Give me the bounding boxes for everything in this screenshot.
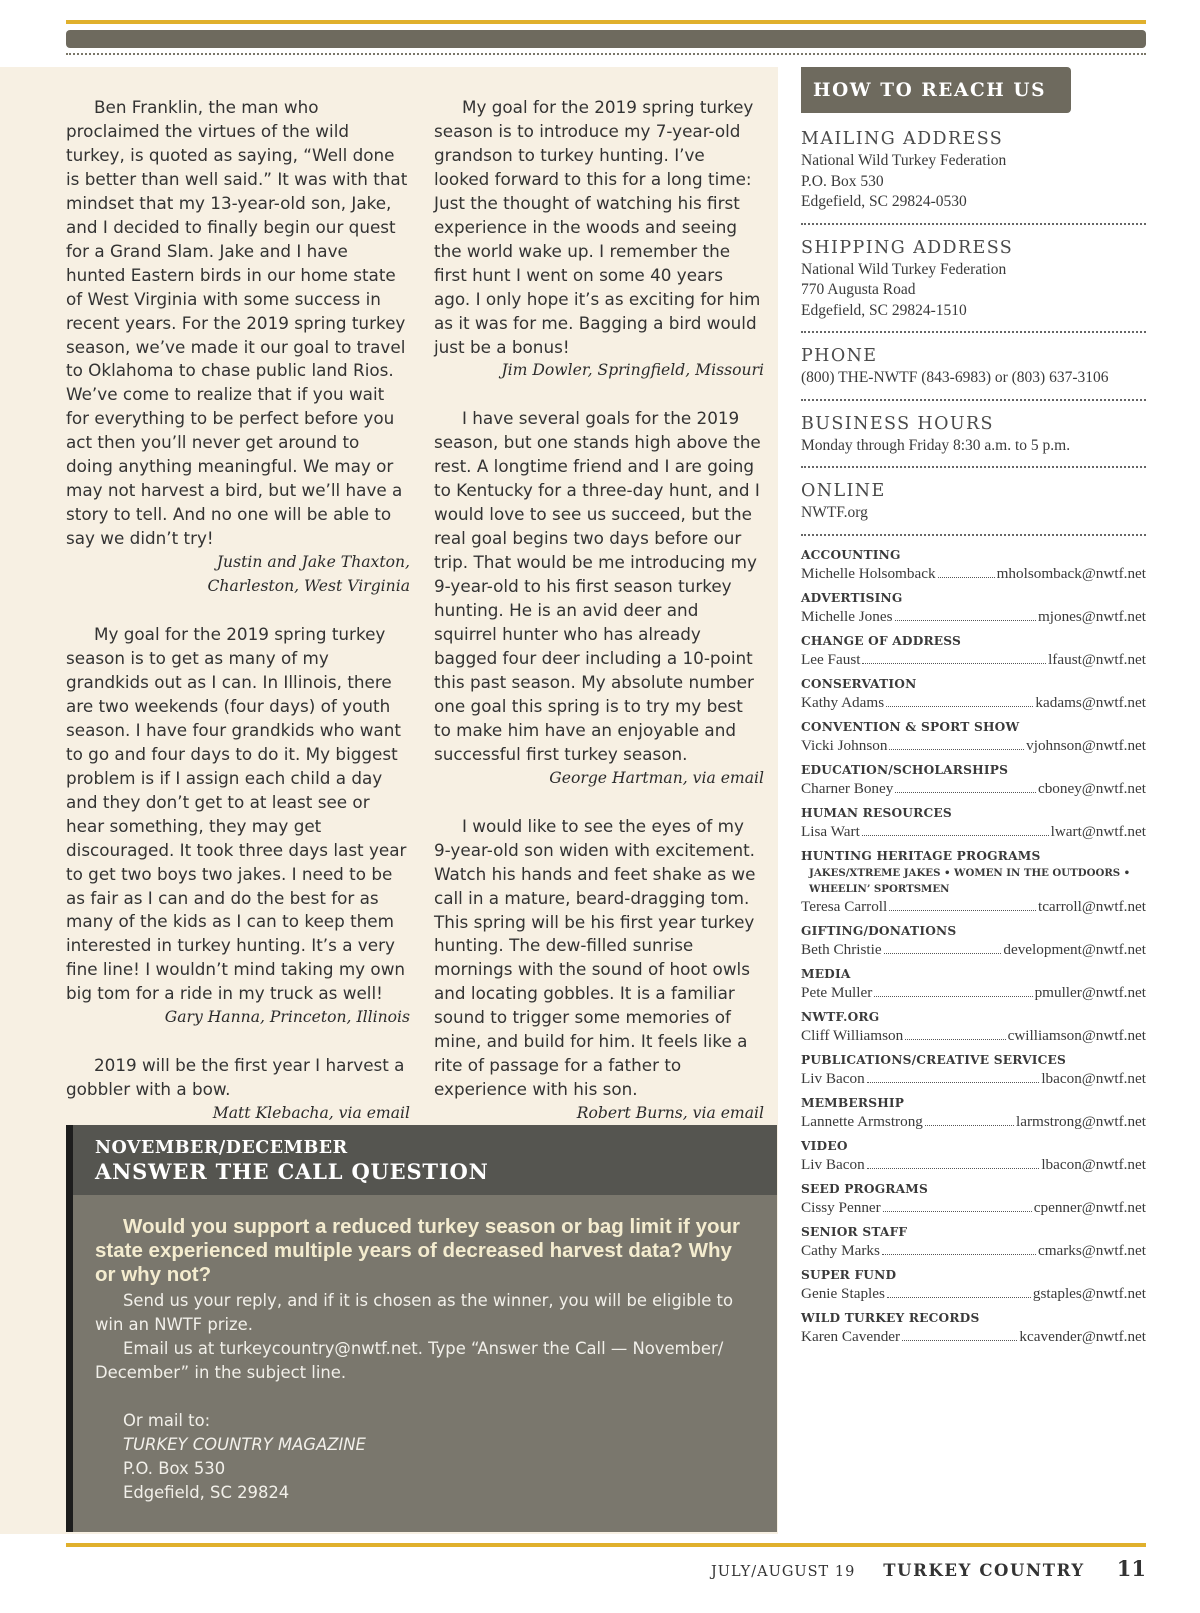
department-contact-row	[801, 1241, 1146, 1261]
contact-section	[801, 236, 1146, 322]
dotted-divider	[801, 399, 1146, 401]
department-email: cwilliamson@nwtf.net	[1007, 1026, 1146, 1044]
department-entry	[801, 1138, 1146, 1175]
department-name: HUMAN RESOURCES	[801, 805, 952, 820]
contact-section-title: BUSINESS HOURS	[801, 413, 994, 434]
dotted-divider	[801, 331, 1146, 333]
department-name: EDUCATION/SCHOLARSHIPS	[801, 762, 1009, 777]
contact-section-line: Monday through Friday 8:30 a.m. to 5 p.m.	[801, 436, 1071, 454]
department-contact-name: Beth Christie	[801, 940, 882, 958]
department-name: SENIOR STAFF	[801, 1224, 908, 1239]
letter-text: Ben Franklin, the man who proclaimed the virtues of the wild turkey, is quoted as saying, “Well done is better than well said.” It was with that mindset that my 13-year-old son, Jake, and I decided to finally begin our quest for a Grand Slam. Jake and I have hunted Eastern birds in our home state of West Virginia with some success in recent years. For the 2019 spring turkey season, we’ve made it our goal to travel to Oklahoma to chase public land Rios. We’ve come to realize that if you wait for everything to be perfect before you act then you’ll never get around to doing anything meaningful. We may or may not harvest a bird, but we’ll have a story to tell. And no one will be able to say we didn’t try!	[66, 97, 408, 549]
reader-letter	[66, 96, 410, 599]
top-dotted-rule	[66, 53, 1146, 55]
department-contact-name: Cathy Marks	[801, 1241, 880, 1259]
department-name: SUPER FUND	[801, 1267, 897, 1282]
contact-section-line: NWTF.org	[801, 504, 868, 521]
dot-leader	[925, 1125, 1014, 1126]
department-email: pmuller@nwtf.net	[1034, 983, 1146, 1001]
department-contact-row	[801, 822, 1146, 842]
department-contact-row	[801, 1198, 1146, 1218]
department-name: SEED PROGRAMS	[801, 1181, 928, 1196]
department-contact-row	[801, 983, 1146, 1003]
department-email: kadams@nwtf.net	[1035, 693, 1146, 711]
dotted-divider	[801, 223, 1146, 225]
answer-the-call-box	[66, 1125, 777, 1532]
department-name: PUBLICATIONS/CREATIVE SERVICES	[801, 1052, 1067, 1067]
bottom-gold-rule	[66, 1543, 1146, 1547]
dot-leader	[882, 1254, 1036, 1255]
mailing-instructions	[95, 1409, 751, 1505]
department-email: tcarroll@nwtf.net	[1037, 897, 1146, 915]
letter-text: 2019 will be the first year I harvest a gobbler with a bow.	[66, 1055, 405, 1100]
department-entry	[801, 966, 1146, 1003]
department-email: lbacon@nwtf.net	[1041, 1155, 1146, 1173]
department-name: CONSERVATION	[801, 676, 917, 691]
department-name: MEMBERSHIP	[801, 1095, 905, 1110]
dot-leader	[886, 706, 1033, 707]
department-contact-name: Genie Staples	[801, 1284, 885, 1302]
department-contact-row	[801, 1155, 1146, 1175]
dot-leader	[862, 835, 1049, 836]
department-email: development@nwtf.net	[1003, 940, 1146, 958]
department-contact-row	[801, 693, 1146, 713]
department-contact-name: Liv Bacon	[801, 1069, 865, 1087]
department-contact-name: Liv Bacon	[801, 1155, 865, 1173]
department-entry	[801, 547, 1146, 584]
dot-leader	[867, 1082, 1040, 1083]
department-contact-row	[801, 736, 1146, 756]
contact-section-line: Edgefield, SC 29824-1510	[801, 301, 967, 319]
letter-signature: Matt Klebacha, via email	[212, 1104, 410, 1123]
department-entry	[801, 848, 1146, 917]
mail-address-line: Edgefield, SC 29824	[123, 1483, 290, 1502]
department-email: gstaples@nwtf.net	[1032, 1284, 1146, 1302]
department-entry	[801, 590, 1146, 627]
contact-section	[801, 479, 1146, 524]
reader-letter	[66, 1054, 410, 1126]
department-contact-name: Pete Muller	[801, 983, 873, 1001]
dot-leader	[889, 749, 1024, 750]
department-email: lwart@nwtf.net	[1050, 822, 1146, 840]
contact-section-line: (800) THE-NWTF (843-6983) or (803) 637-3106	[801, 369, 1109, 386]
department-name: CONVENTION & SPORT SHOW	[801, 719, 1020, 734]
mail-intro: Or mail to:	[123, 1411, 211, 1430]
department-contact-name: Lee Faust	[801, 650, 861, 668]
department-contact-row	[801, 1327, 1146, 1347]
contact-section-title: SHIPPING ADDRESS	[801, 237, 1014, 258]
issue-date: JULY/AUGUST 19	[710, 1564, 856, 1580]
letter-text: My goal for the 2019 spring turkey season is to get as many of my grandkids out as I can. In Illinois, there are two weekends (four days) of youth season. I have four grandkids who want to go and four days to do it. My biggest problem is if I assign each child a day and they don’t get to at least see or hear something, they may get discouraged. It took three days last year to get two boys two jakes. I need to be as fair as I can and do the best for as many of the kids as I can to keep them interested in turkey hunting. It’s a very fine line! I wouldn’t mind taking my own big tom for a ride in my truck as well!	[66, 624, 407, 1004]
department-contact-name: Lannette Armstrong	[801, 1112, 923, 1130]
department-contact-row	[801, 607, 1146, 627]
department-contact-name: Michelle Holsomback	[801, 564, 936, 582]
answer-the-call-paragraph: Email us at turkeycountry@nwtf.net. Type “Answer the Call — November/ December” in the subject line.	[95, 1339, 724, 1382]
department-contact-name: Kathy Adams	[801, 693, 885, 711]
contact-section	[801, 127, 1146, 213]
dot-leader	[887, 1297, 1031, 1298]
department-name: VIDEO	[801, 1138, 848, 1153]
department-email: mholsomback@nwtf.net	[996, 564, 1146, 582]
department-contact-row	[801, 564, 1146, 584]
department-contact-row	[801, 1284, 1146, 1304]
department-name: NWTF.ORG	[801, 1009, 880, 1024]
contact-section	[801, 412, 1146, 457]
department-entry	[801, 719, 1146, 756]
dot-leader	[884, 953, 1002, 954]
department-subprograms: JAKES/XTREME JAKES • WOMEN IN THE OUTDOORS •	[809, 866, 1131, 879]
letter-text: I would like to see the eyes of my 9-year-old son widen with excitement. Watch his hands and feet shake as we call in a mature, beard-dragging tom. This spring will be his first year turkey hunting. The dew-filled sunrise mornings with the sound of hoot owls and locating gobbles. It is a familiar sound to trigger some memories of mine, and build for him. It feels like a rite of passage for a father to experience with his son.	[434, 815, 756, 1100]
contact-section-title: PHONE	[801, 346, 878, 366]
contact-section	[801, 344, 1146, 389]
reach-us-header: HOW TO REACH US	[801, 67, 1071, 113]
answer-the-call-kicker: NOVEMBER/DECEMBER	[95, 1138, 348, 1158]
department-entry	[801, 1009, 1146, 1046]
department-email: lbacon@nwtf.net	[1041, 1069, 1146, 1087]
answer-the-call-header	[73, 1125, 777, 1195]
department-email: larmstrong@nwtf.net	[1016, 1112, 1146, 1130]
dotted-divider	[801, 534, 1146, 536]
reader-letter	[434, 815, 764, 1126]
letters-column-2	[434, 96, 764, 1150]
department-contact-name: Cliff Williamson	[801, 1026, 904, 1044]
reader-letter	[434, 407, 764, 790]
reader-letter	[434, 96, 764, 383]
department-name: GIFTING/DONATIONS	[801, 923, 957, 938]
contact-section-line: National Wild Turkey Federation	[801, 260, 1007, 278]
mail-address-line: P.O. Box 530	[123, 1459, 226, 1478]
department-contact-name: Lisa Wart	[801, 822, 860, 840]
department-entry	[801, 1181, 1146, 1218]
department-entry	[801, 1224, 1146, 1261]
page-footer	[711, 1556, 1146, 1581]
department-contact-row	[801, 779, 1146, 799]
department-contact-row	[801, 897, 1146, 917]
answer-the-call-paragraph: Send us your reply, and if it is chosen as the winner, you will be eligible to win an NWTF prize.	[95, 1291, 733, 1334]
department-name: MEDIA	[801, 966, 851, 981]
letter-text: I have several goals for the 2019 season, but one stands high above the rest. A longtime friend and I are going to Kentucky for a three-day hunt, and I would love to see us succeed, but the real goal begins two days before our trip. That would be me introducing my 9-year-old to his first season turkey hunting. He is an avid deer and squirrel hunter who has already bagged four deer including a 10-point this past season. My absolute number one goal this spring is to try my best to make him have an enjoyable and successful first turkey season.	[434, 408, 761, 764]
department-contact-name: Karen Cavender	[801, 1327, 901, 1345]
department-entry	[801, 1095, 1146, 1132]
department-contact-row	[801, 1112, 1146, 1132]
department-contact-name: Michelle Jones	[801, 607, 893, 625]
letter-signature: Charleston, West Virginia	[207, 577, 410, 596]
dot-leader	[895, 792, 1036, 793]
contact-section-title: ONLINE	[801, 481, 886, 501]
department-contact-name: Cissy Penner	[801, 1198, 881, 1216]
department-entry	[801, 762, 1146, 799]
department-contact-row	[801, 940, 1146, 960]
mail-recipient: TURKEY COUNTRY MAGAZINE	[123, 1435, 366, 1454]
dot-leader	[867, 1168, 1040, 1169]
department-email: cpenner@nwtf.net	[1033, 1198, 1146, 1216]
department-directory	[801, 547, 1146, 1347]
department-email: cmarks@nwtf.net	[1037, 1241, 1146, 1259]
letters-column-1	[66, 96, 410, 1150]
dot-leader	[938, 577, 995, 578]
contact-info-sections	[801, 127, 1146, 536]
letter-text: My goal for the 2019 spring turkey season is to introduce my 7-year-old grandson to turkey hunting. I’ve looked forward to this for a long time: Just the thought of watching his first experience in the woods and seeing the world wake up. I remember the first hunt I went on some 40 years ago. I only hope it’s as exciting for him as it was for me. Bagging a bird would just be a bonus!	[434, 97, 761, 357]
magazine-name: TURKEY COUNTRY	[883, 1561, 1085, 1580]
dot-leader	[862, 663, 1046, 664]
answer-the-call-body	[73, 1195, 777, 1505]
department-entry	[801, 633, 1146, 670]
department-email: lfaust@nwtf.net	[1048, 650, 1146, 668]
department-contact-row	[801, 650, 1146, 670]
department-subprograms: WHEELIN’ SPORTSMEN	[809, 882, 950, 895]
dot-leader	[889, 910, 1036, 911]
department-name: ADVERTISING	[801, 590, 903, 605]
top-header-bar	[66, 30, 1146, 48]
letter-signature: Robert Burns, via email	[576, 1104, 764, 1123]
dot-leader	[902, 1340, 1017, 1341]
department-entry	[801, 1267, 1146, 1304]
department-email: vjohnson@nwtf.net	[1026, 736, 1146, 754]
department-email: kcavender@nwtf.net	[1019, 1327, 1146, 1345]
department-name: WILD TURKEY RECORDS	[801, 1310, 980, 1325]
page-number: 11	[1116, 1556, 1146, 1581]
contact-section-line: Edgefield, SC 29824-0530	[801, 193, 967, 210]
department-name: ACCOUNTING	[801, 547, 901, 562]
department-entry	[801, 805, 1146, 842]
department-contact-name: Charner Boney	[801, 779, 894, 797]
top-gold-rule	[66, 20, 1146, 24]
department-contact-row	[801, 1026, 1146, 1046]
letter-signature: Gary Hanna, Princeton, Illinois	[164, 1008, 410, 1027]
department-name: CHANGE OF ADDRESS	[801, 633, 962, 648]
department-entry	[801, 1310, 1146, 1347]
dot-leader	[883, 1211, 1032, 1212]
department-name: HUNTING HERITAGE PROGRAMS	[801, 848, 1041, 863]
dot-leader	[895, 620, 1036, 621]
dot-leader	[905, 1039, 1005, 1040]
reader-letter	[66, 623, 410, 1030]
contact-section-line: P.O. Box 530	[801, 172, 884, 190]
department-entry	[801, 1052, 1146, 1089]
reach-us-sidebar	[801, 67, 1146, 1353]
department-email: mjones@nwtf.net	[1037, 607, 1146, 625]
answer-the-call-title: ANSWER THE CALL QUESTION	[95, 1159, 489, 1184]
contact-section-title: MAILING ADDRESS	[801, 129, 1004, 149]
contact-section-line: National Wild Turkey Federation	[801, 152, 1007, 169]
dotted-divider	[801, 466, 1146, 468]
department-contact-row	[801, 1069, 1146, 1089]
department-email: cboney@nwtf.net	[1037, 779, 1146, 797]
answer-the-call-question: Would you support a reduced turkey season or bag limit if your state experienced multiple years of decreased harvest data? Why or why not?	[95, 1215, 740, 1286]
department-contact-name: Teresa Carroll	[801, 897, 888, 915]
contact-section-line: 770 Augusta Road	[801, 281, 916, 298]
department-entry	[801, 923, 1146, 960]
letter-signature: George Hartman, via email	[549, 768, 764, 787]
department-entry	[801, 676, 1146, 713]
dot-leader	[874, 996, 1032, 997]
letter-signature: Justin and Jake Thaxton,	[216, 553, 410, 572]
department-contact-name: Vicki Johnson	[801, 736, 888, 754]
letter-signature: Jim Dowler, Springfield, Missouri	[501, 361, 764, 380]
